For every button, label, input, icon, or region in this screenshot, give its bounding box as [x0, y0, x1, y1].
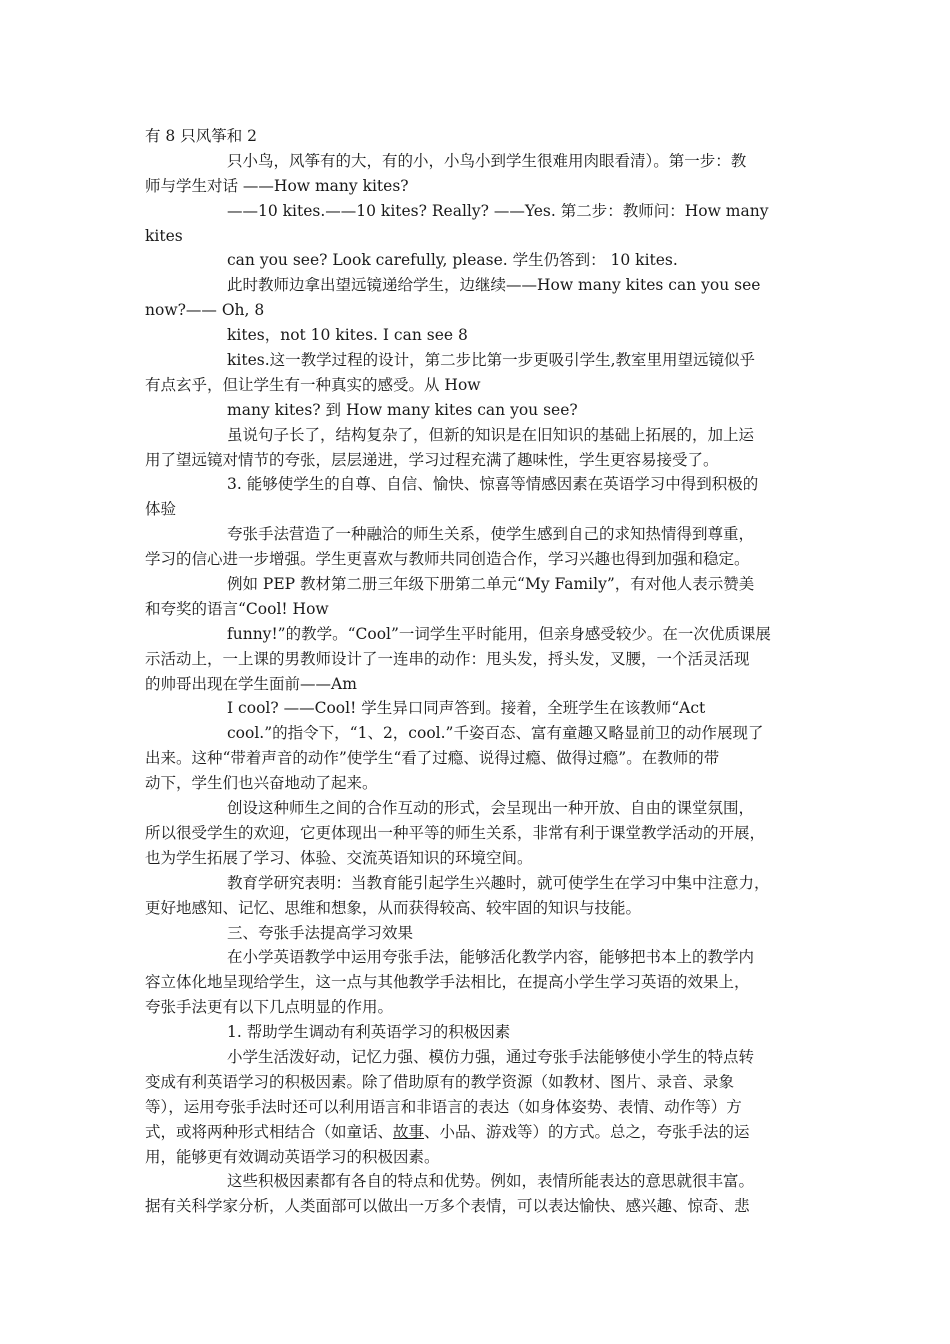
text-line	[145, 1145, 805, 1170]
text-line	[145, 896, 805, 921]
text-line	[145, 373, 805, 398]
text-line	[145, 472, 805, 497]
text-line	[145, 522, 805, 547]
text-line-content: 在小学英语教学中运用夸张手法，能够活化教学内容，能够把书本上的教学内	[227, 948, 755, 967]
text-line	[145, 248, 805, 273]
text-line-content: 示活动上，一上课的男教师设计了一连串的动作：甩头发，捋头发，叉腰，一个活灵活现	[145, 649, 750, 668]
text-line-content: 夸张手法更有以下几点明显的作用。	[145, 998, 394, 1017]
text-line	[145, 174, 805, 199]
text-line	[145, 298, 805, 323]
text-line-content: 有点玄乎，但让学生有一种真实的感受。从 How	[145, 375, 481, 394]
text-line	[145, 970, 805, 995]
text-line	[145, 871, 805, 896]
text-line-content: 等），运用夸张手法时还可以利用语言和非语言的表达（如身体姿势、表情、动作等）方	[145, 1097, 742, 1116]
text-line-content: 学习的信心进一步增强。学生更喜欢与教师共同创造合作，学习兴趣也得到加强和稳定。	[145, 550, 750, 569]
text-line-content: now?—— Oh, 8	[145, 301, 265, 320]
story-link[interactable]: 故事	[393, 1122, 425, 1141]
text-line	[145, 821, 805, 846]
text-line	[145, 1194, 805, 1219]
text-line-content: 3. 能够使学生的自尊、自信、愉快、惊喜等情感因素在英语学习中得到积极的	[227, 475, 759, 494]
text-line-content: 更好地感知、记忆、思维和想象，从而获得较高、较牢固的知识与技能。	[145, 898, 642, 917]
text-line-content: 变成有利英语学习的积极因素。除了借助原有的教学资源（如教材、图片、录音、录象	[145, 1072, 735, 1091]
text-line	[145, 547, 805, 572]
text-line-content: 三、夸张手法提高学习效果	[227, 923, 414, 942]
text-line	[145, 124, 805, 149]
text-line	[145, 1120, 805, 1145]
text-line	[145, 1070, 805, 1095]
text-line	[145, 1020, 805, 1045]
text-line-content: ——10 kites.——10 kites? Really? ——Yes. 第二步：教师问：How many	[227, 201, 769, 220]
text-line	[145, 995, 805, 1020]
text-line-content: funny!”的教学。“Cool”一词学生平时能用，但亲身感受较少。在一次优质课展	[227, 624, 771, 643]
text-line-content: 只小鸟，风筝有的大，有的小，小鸟小到学生很难用肉眼看清）。第一步：教	[227, 151, 747, 170]
text-line	[145, 846, 805, 871]
text-line-content: 容立体化地呈现给学生，这一点与其他教学手法相比，在提高小学生学习英语的效果上，	[145, 973, 750, 992]
text-line-continuation: 、小品、游戏等）的方式。总之，夸张手法的运	[424, 1122, 750, 1141]
text-line-content: 动下，学生们也兴奋地动了起来。	[145, 774, 378, 793]
text-line	[145, 746, 805, 771]
text-line-content: 出来。这种“带着声音的动作”使学生“看了过瘾、说得过瘾、做得过瘾”。在教师的带	[145, 749, 720, 768]
text-line	[145, 448, 805, 473]
text-line-content: 和夸奖的语言“Cool! How	[145, 599, 329, 618]
text-line	[145, 597, 805, 622]
text-line-content: 例如 PEP 教材第二册三年级下册第二单元“My Family”，有对他人表示赞美	[227, 575, 755, 594]
text-line	[145, 945, 805, 970]
text-line-content: 用了望远镜对情节的夸张，层层递进，学习过程充满了趣味性，学生更容易接受了。	[145, 450, 719, 469]
text-line-content: cool.”的指令下，“1、2，cool.”千姿百态、富有童趣又略显前卫的动作展现了	[227, 724, 764, 743]
text-line	[145, 1045, 805, 1070]
text-line-content: 夸张手法营造了一种融洽的师生关系，使学生感到自己的求知热情得到尊重，	[227, 525, 755, 544]
text-line	[145, 796, 805, 821]
text-line	[145, 423, 805, 448]
text-line	[145, 696, 805, 721]
text-line	[145, 1169, 805, 1194]
text-line	[145, 224, 805, 249]
text-line-content: kites	[145, 226, 183, 245]
text-line-content: 小学生活泼好动，记忆力强、模仿力强，通过夸张手法能够使小学生的特点转	[227, 1047, 755, 1066]
text-line-content: 式，或将两种形式相结合（如童话、	[145, 1122, 394, 1141]
text-line	[145, 273, 805, 298]
text-line-content: 用，能够更有效调动英语学习的积极因素。	[145, 1147, 440, 1166]
text-line-content: 这些积极因素都有各自的特点和优势。例如，表情所能表达的意思就很丰富。	[227, 1172, 755, 1191]
text-line-content: 虽说句子长了，结构复杂了，但新的知识是在旧知识的基础上拓展的，加上运	[227, 425, 755, 444]
text-line-content: 的帅哥出现在学生面前——Am	[145, 674, 357, 693]
text-line-content: many kites? 到 How many kites can you see?	[227, 400, 578, 419]
document-body	[145, 124, 805, 1219]
text-line	[145, 348, 805, 373]
text-line-content: kites.这一教学过程的设计，第二步比第一步更吸引学生,教室里用望远镜似乎	[227, 351, 756, 370]
text-line-content: 师与学生对话 ——How many kites?	[145, 176, 409, 195]
text-line-content: 创设这种师生之间的合作互动的形式，会呈现出一种开放、自由的课堂氛围，	[227, 799, 755, 818]
text-line-content: 有 8 只风筝和 2	[145, 127, 258, 145]
text-line	[145, 398, 805, 423]
text-line	[145, 622, 805, 647]
text-line-content: can you see? Look carefully, please. 学生仍答到： 10 kites.	[227, 251, 678, 270]
text-line-content: 此时教师边拿出望远镜递给学生，边继续——How many kites can you see	[227, 276, 761, 295]
text-line	[145, 771, 805, 796]
text-line	[145, 672, 805, 697]
text-line	[145, 921, 805, 946]
text-line-content: 教育学研究表明：当教育能引起学生兴趣时，就可使学生在学习中集中注意力，	[227, 873, 770, 892]
text-line-content: 1. 帮助学生调动有利英语学习的积极因素	[227, 1023, 511, 1042]
text-line	[145, 647, 805, 672]
text-line	[145, 323, 805, 348]
text-line	[145, 199, 805, 224]
text-line-content: 体验	[145, 500, 177, 519]
text-line-content: 所以很受学生的欢迎，它更体现出一种平等的师生关系，非常有利于课堂教学活动的开展，	[145, 823, 766, 842]
text-line	[145, 149, 805, 174]
text-line	[145, 572, 805, 597]
text-line-content: 据有关科学家分析，人类面部可以做出一万多个表情，可以表达愉快、感兴趣、惊奇、悲	[145, 1197, 750, 1216]
text-line-content: kites，not 10 kites. I can see 8	[227, 326, 468, 345]
text-line-content: 也为学生拓展了学习、体验、交流英语知识的环境空间。	[145, 848, 533, 867]
text-line	[145, 1095, 805, 1120]
text-line-content: I cool? ——Cool! 学生异口同声答到。接着，全班学生在该教师“Act	[227, 699, 706, 718]
text-line	[145, 721, 805, 746]
text-line	[145, 497, 805, 522]
